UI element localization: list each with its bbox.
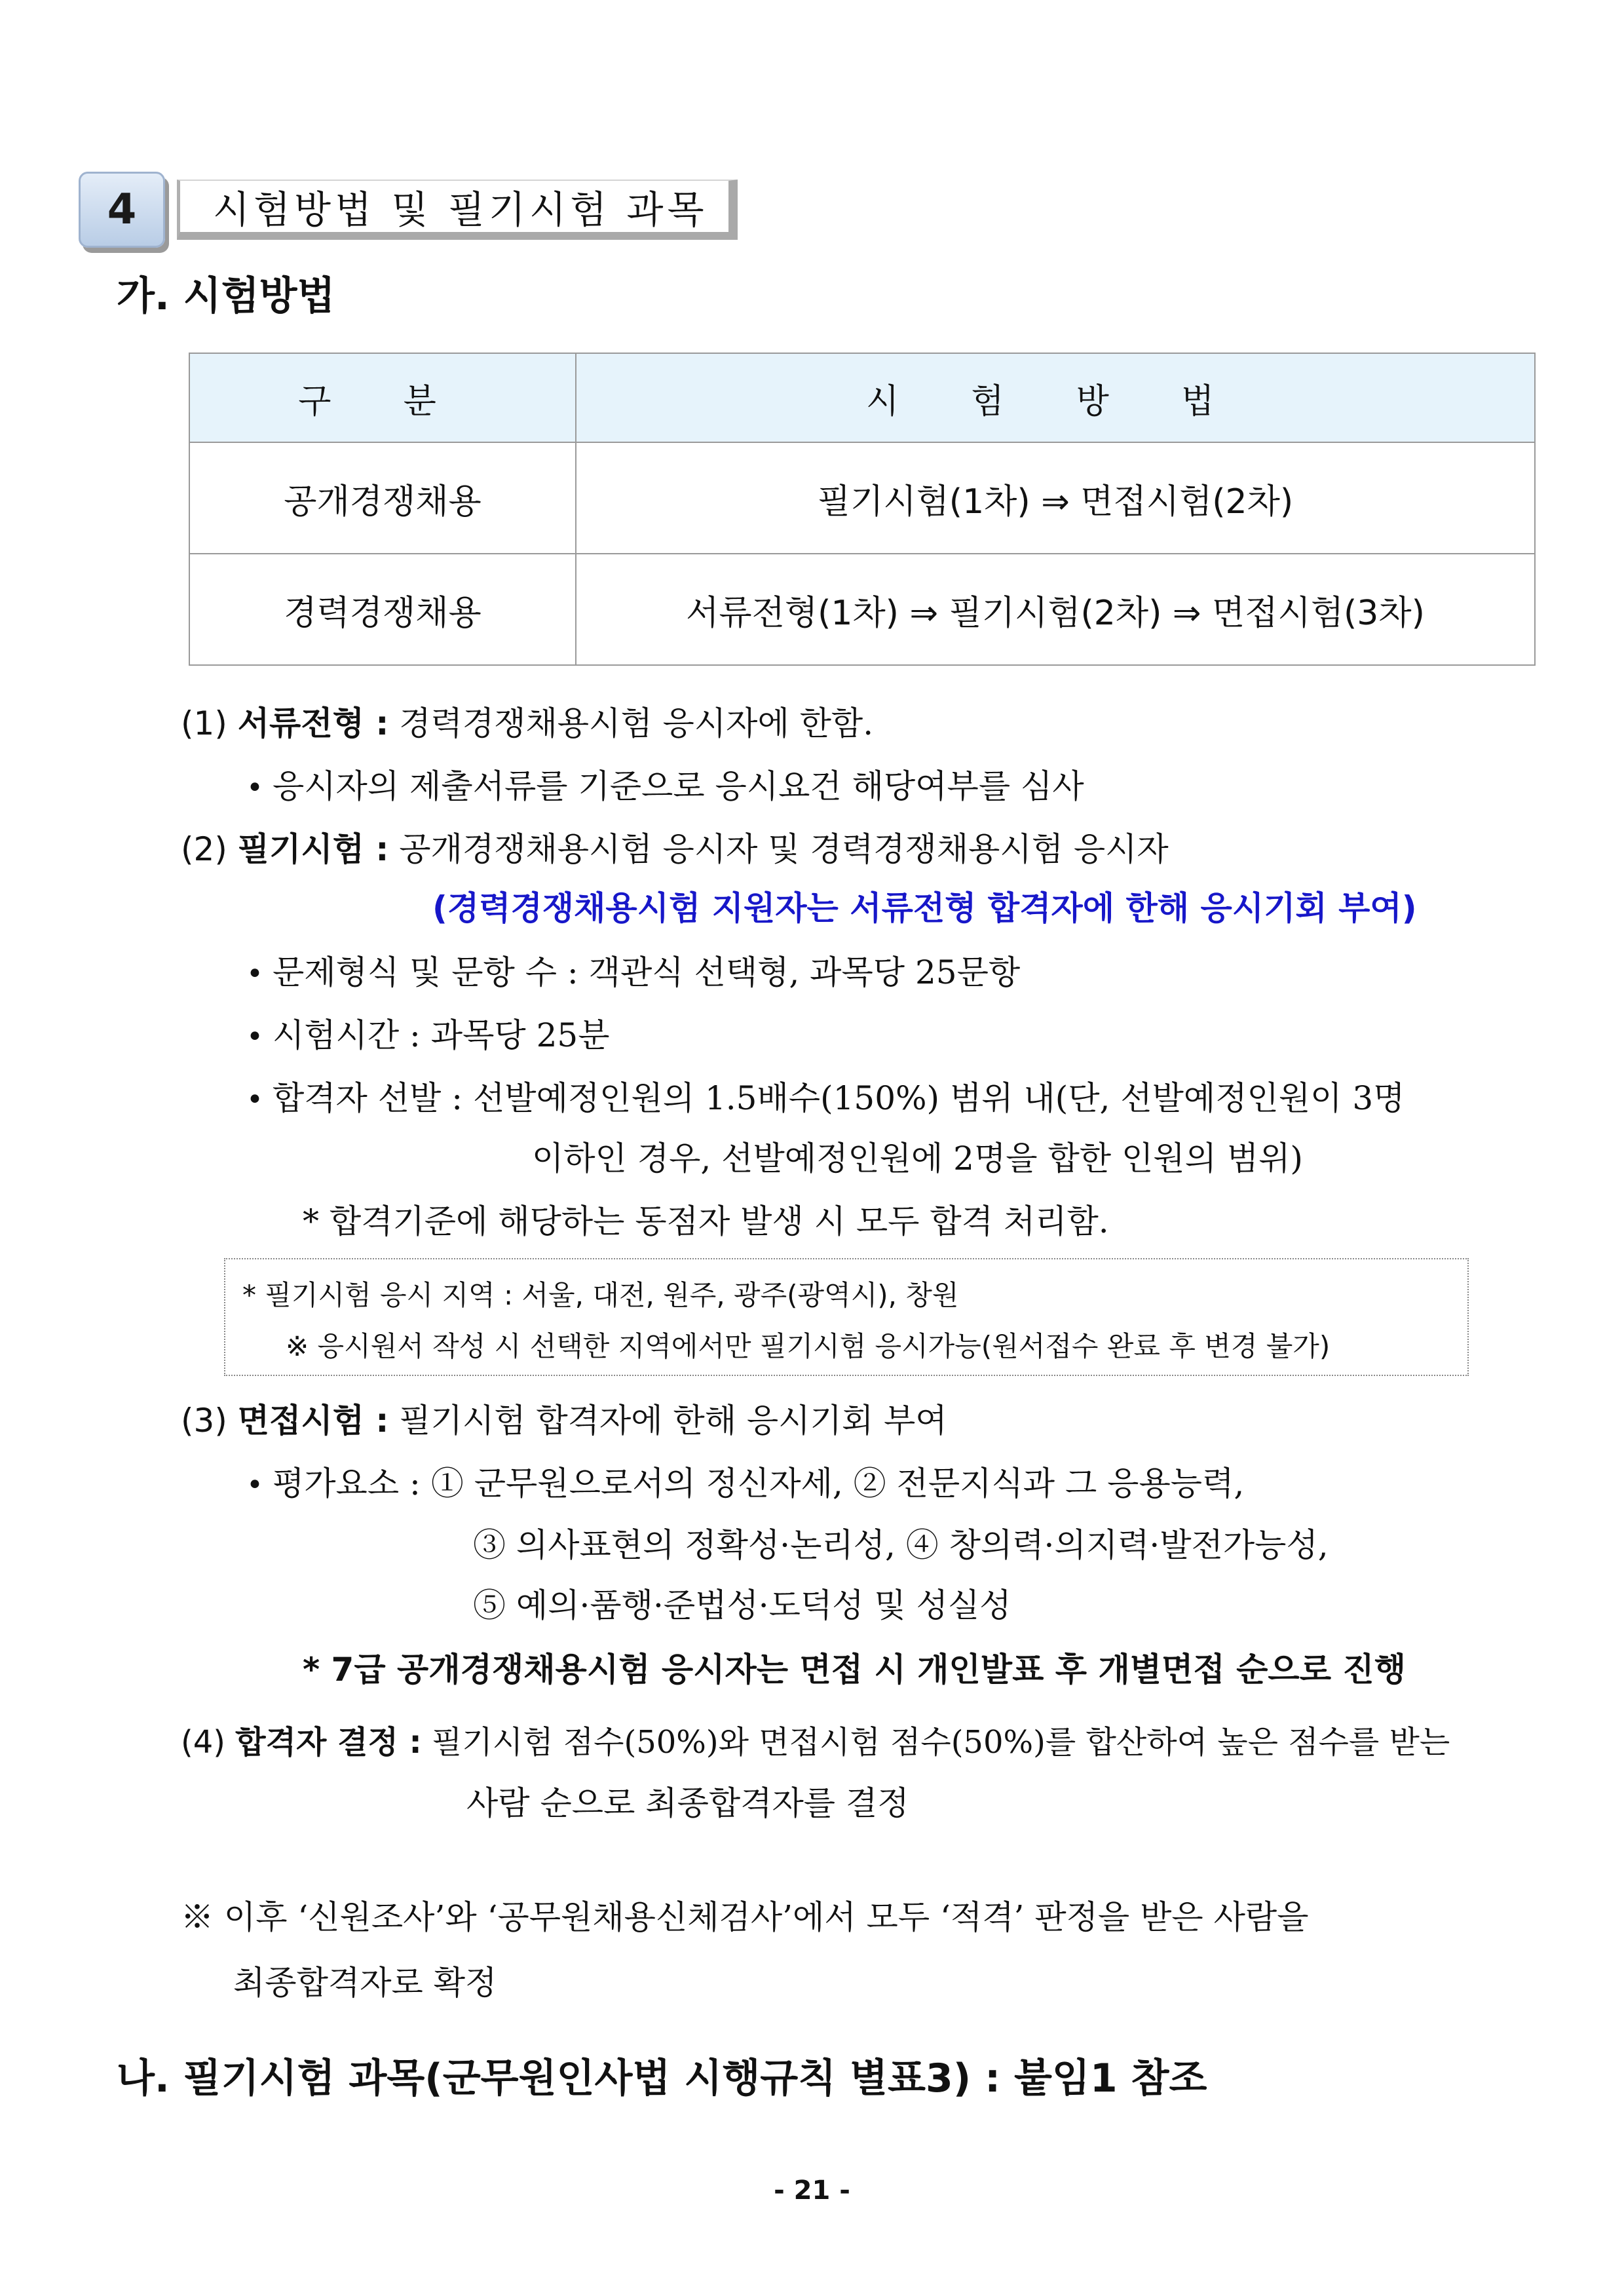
item4-continuation: 사람 순으로 최종합격자를 결정 <box>466 1784 909 1822</box>
table-cell: 필기시험(1차) ⇒ 면접시험(2차) <box>576 442 1535 554</box>
item2-bullet <box>246 1072 1405 1119</box>
item2-bullet-continuation: 이하인 경우, 선발예정인원에 2명을 합한 인원의 범위) <box>532 1139 1303 1177</box>
eval-item: ③ 의사표현의 정확성·논리성, ④ 창의력·의지력·발전가능성, <box>473 1526 1329 1564</box>
table-header-method: 시 험 방 법 <box>576 353 1535 442</box>
item3-note: * 7급 공개경쟁채용시험 응시자는 면접 시 개인발표 후 개별면접 순으로 진행 <box>303 1651 1407 1689</box>
item2-blue-note: (경력경쟁채용시험 지원자는 서류전형 합격자에 한해 응시기회 부여) <box>432 889 1417 927</box>
section-title-box <box>177 180 738 240</box>
item2-bullet <box>246 946 1020 993</box>
item1-label: 서류전형 : <box>237 704 389 742</box>
item3-line <box>181 1394 947 1442</box>
item3-number: (3) <box>181 1402 227 1440</box>
item3-text: 필기시험 합격자에 한해 응시기회 부여 <box>399 1402 947 1440</box>
item2-number: (2) <box>181 830 227 868</box>
bullet-dot: • <box>246 957 273 991</box>
bullet-text: 시험시간 : 과목당 25분 <box>272 1016 610 1054</box>
bullet-text: 응시자의 제출서류를 기준으로 응시요건 해당여부를 심사 <box>272 767 1084 805</box>
notice-line-2: 최종합격자로 확정 <box>233 1964 497 2002</box>
box-line-2: ※ 응시원서 작성 시 선택한 지역에서만 필기시험 응시가능(원서접수 완료 후 변경 불가) <box>286 1330 1331 1362</box>
item2-line <box>181 823 1169 870</box>
item3-label: 면접시험 : <box>237 1402 389 1440</box>
item4-line <box>181 1717 1450 1762</box>
section-title: 시험방법 및 필기시험 과목 <box>213 187 708 232</box>
item2-note: * 합격기준에 해당하는 동점자 발생 시 모두 합격 처리함. <box>303 1202 1109 1240</box>
item4-text: 필기시험 점수(50%)와 면접시험 점수(50%)를 합산하여 높은 점수를 받는 <box>432 1724 1450 1761</box>
eval-label: 평가요소 : <box>272 1464 421 1502</box>
item2-bullet <box>246 1009 610 1056</box>
item3-eval-line <box>246 1457 1244 1504</box>
eval-item: ① 군무원으로서의 정신자세, ② 전문지식과 그 응용능력, <box>430 1464 1245 1502</box>
bullet-dot: • <box>246 771 273 805</box>
subsection-b-title: 나. 필기시험 과목(군무원인사법 시행규칙 별표3) : 붙임1 참조 <box>117 2056 1207 2101</box>
table-row <box>189 554 1535 665</box>
section-number: 4 <box>107 185 137 234</box>
subsection-a-title: 가. 시험방법 <box>117 273 335 319</box>
notice-line-1: ※ 이후 ‘신원조사’와 ‘공무원채용신체검사’에서 모두 ‘적격’ 판정을 받은 사람을 <box>181 1898 1309 1936</box>
table-header-category: 구 분 <box>189 353 576 442</box>
bullet-text: 문제형식 및 문항 수 : 객관식 선택형, 과목당 25문항 <box>272 953 1021 991</box>
bullet-dot: • <box>246 1468 273 1502</box>
table-cell: 공개경쟁채용 <box>189 442 576 554</box>
item1-bullet <box>246 760 1084 807</box>
item2-label: 필기시험 : <box>237 830 389 868</box>
item1-line <box>181 697 873 744</box>
item4-label: 합격자 결정 : <box>235 1724 422 1761</box>
bullet-dot: • <box>246 1020 273 1054</box>
table-row <box>189 442 1535 554</box>
item4-number: (4) <box>181 1724 225 1761</box>
table-header-row <box>189 353 1535 442</box>
table-cell: 서류전형(1차) ⇒ 필기시험(2차) ⇒ 면접시험(3차) <box>576 554 1535 665</box>
page-number: - 21 - <box>774 2175 850 2206</box>
bullet-dot: • <box>246 1083 273 1117</box>
exam-method-table <box>189 353 1536 666</box>
item2-text: 공개경쟁채용시험 응시자 및 경력경쟁채용시험 응시자 <box>399 830 1169 868</box>
table-cell: 경력경쟁채용 <box>189 554 576 665</box>
section-number-badge <box>79 172 165 248</box>
item1-text: 경력경쟁채용시험 응시자에 한함. <box>399 704 874 742</box>
eval-item: ⑤ 예의·품행·준법성·도덕성 및 성실성 <box>473 1586 1011 1624</box>
exam-region-box <box>224 1258 1469 1376</box>
box-line-1: * 필기시험 응시 지역 : 서울, 대전, 원주, 광주(광역시), 창원 <box>242 1279 959 1311</box>
bullet-text: 합격자 선발 : 선발예정인원의 1.5배수(150%) 범위 내(단, 선발예정인원이 3명 <box>272 1079 1405 1117</box>
item1-number: (1) <box>181 704 227 742</box>
